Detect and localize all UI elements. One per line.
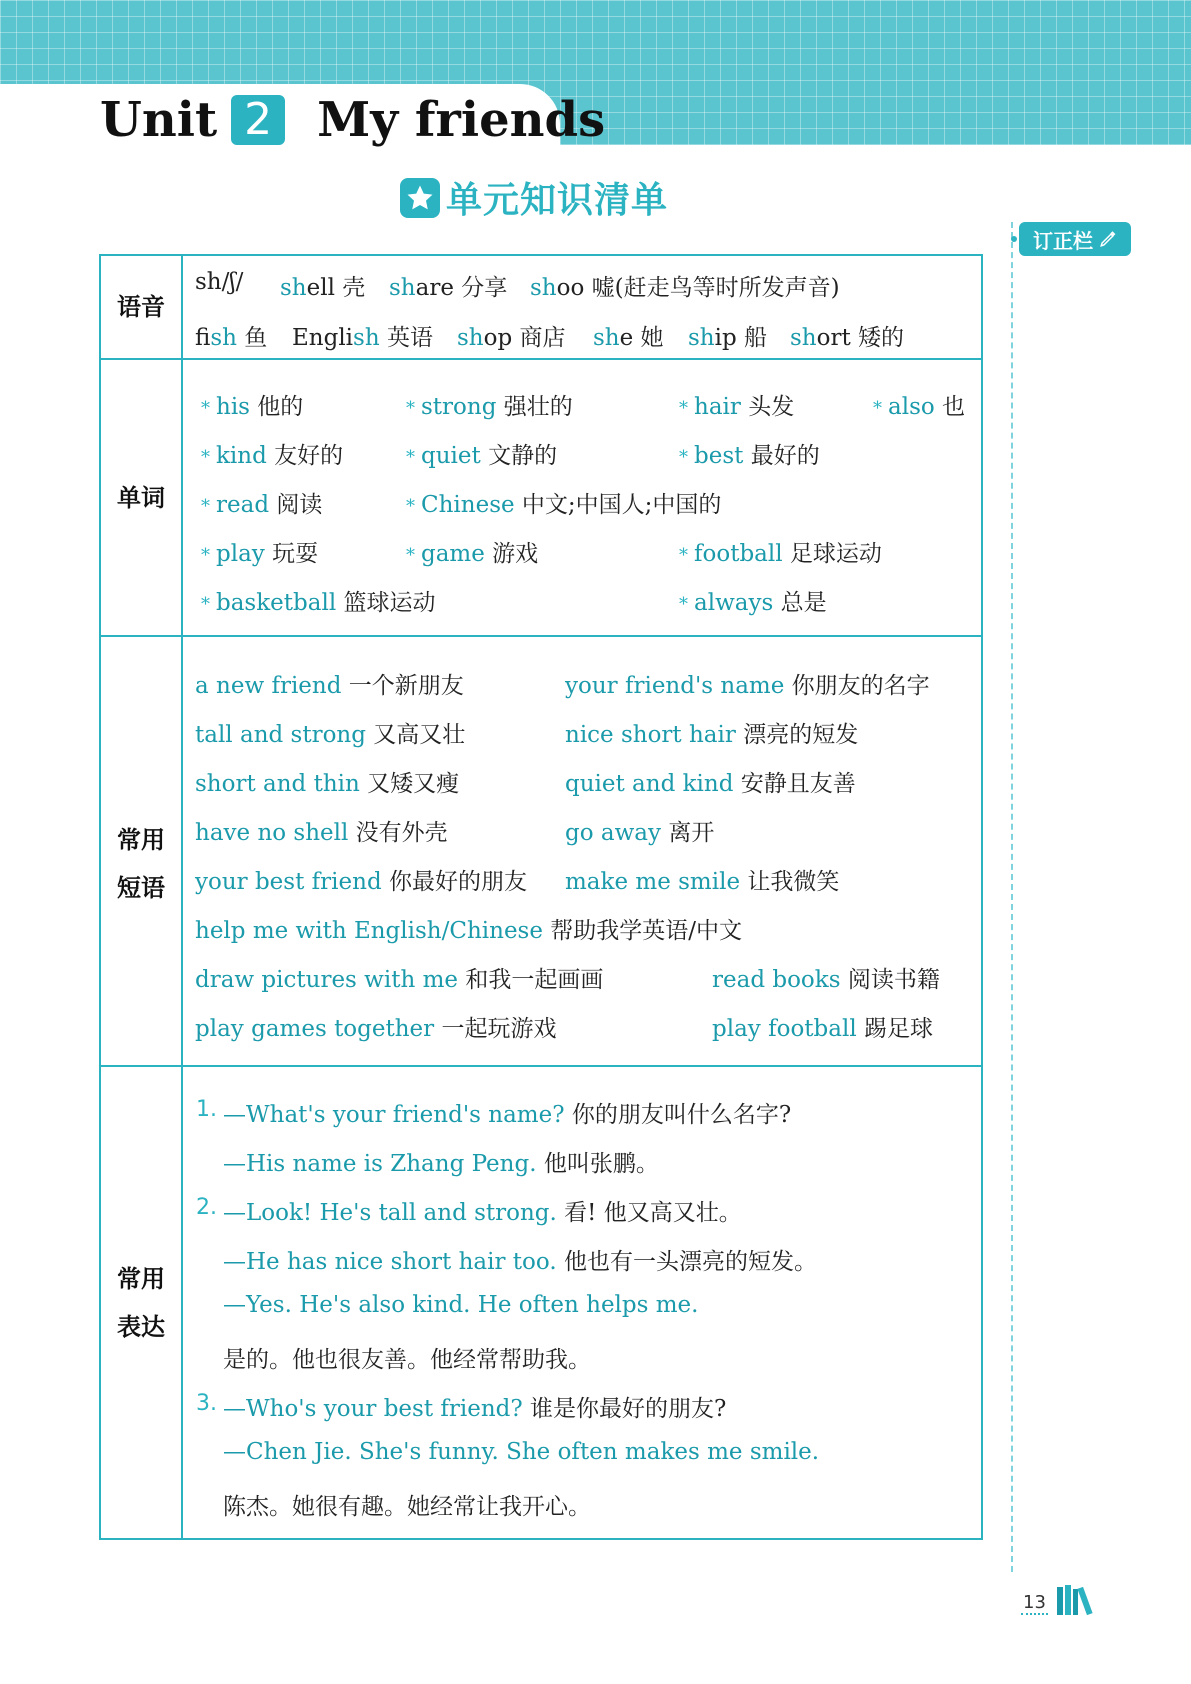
expression-line: 3. —Who's your best friend? 谁是你最好的朋友? bbox=[196, 1391, 727, 1422]
phrase-item: help me with English/Chinese 帮助我学英语/中文 bbox=[195, 918, 743, 944]
phrase-item: short and thin 又矮又瘦 bbox=[195, 771, 460, 797]
phrase-row bbox=[193, 804, 971, 853]
list-item: fish 鱼 bbox=[195, 325, 268, 351]
word-item: * quiet 文静的 bbox=[406, 443, 558, 469]
list-item: she 她 bbox=[593, 325, 664, 351]
pencil-icon bbox=[1099, 230, 1117, 248]
expression-line: —He has nice short hair too. 他也有一头漂亮的短发。 bbox=[223, 1249, 817, 1275]
phrase-item: your friend's name 你朋友的名字 bbox=[565, 673, 930, 699]
correction-bar bbox=[1019, 222, 1131, 256]
phrase-item: nice short hair 漂亮的短发 bbox=[565, 722, 859, 748]
word-item: * play 玩耍 bbox=[201, 541, 319, 567]
word-item: * his 他的 bbox=[201, 394, 304, 420]
phonics-label: 语音 bbox=[100, 255, 182, 359]
expression-line: 陈杰。她很有趣。她经常让我开心。 bbox=[223, 1494, 591, 1520]
bullet-dot bbox=[1011, 236, 1017, 242]
phrase-item: tall and strong 又高又壮 bbox=[195, 722, 466, 748]
correction-label: 订正栏 bbox=[1033, 228, 1093, 253]
phrase-item: read books 阅读书籍 bbox=[712, 967, 940, 993]
phrase-item: quiet and kind 安静且友善 bbox=[565, 771, 856, 797]
word-row bbox=[193, 427, 971, 476]
phrase-row bbox=[193, 951, 971, 1000]
phrase-row bbox=[193, 1000, 971, 1049]
word-row bbox=[193, 525, 971, 574]
word-row bbox=[193, 574, 971, 623]
unit-name: My friends bbox=[317, 92, 606, 148]
phrase-item: have no shell 没有外壳 bbox=[195, 820, 448, 846]
word-item: * Chinese 中文;中国人;中国的 bbox=[406, 492, 722, 518]
phrase-item: play football 踢足球 bbox=[712, 1016, 934, 1042]
page-number: 13 bbox=[1023, 1592, 1046, 1613]
phrase-item: a new friend 一个新朋友 bbox=[195, 673, 464, 699]
list-item: ship 船 bbox=[688, 325, 768, 351]
expressions-content bbox=[182, 1066, 982, 1539]
section-title: 单元知识清单 bbox=[446, 180, 669, 221]
expression-line: —Chen Jie. She's funny. She often makes me smile. bbox=[223, 1439, 820, 1465]
unit-word: Unit bbox=[100, 92, 218, 148]
expression-line: 2. —Look! He's tall and strong. 看! 他又高又壮。 bbox=[196, 1195, 742, 1226]
section-heading bbox=[400, 172, 668, 223]
phrase-item: draw pictures with me 和我一起画画 bbox=[195, 967, 604, 993]
words-content bbox=[182, 359, 982, 636]
word-row bbox=[193, 476, 971, 525]
phrases-row bbox=[100, 636, 982, 1066]
word-item: * game 游戏 bbox=[406, 541, 539, 567]
expression-line: —Yes. He's also kind. He often helps me. bbox=[223, 1292, 699, 1318]
list-item: shell 壳 bbox=[280, 275, 366, 301]
phrases-content bbox=[182, 636, 982, 1066]
expressions-label: 常用 表达 bbox=[100, 1066, 182, 1539]
unit-number-badge: 2 bbox=[231, 95, 285, 145]
expression-line: 是的。他也很友善。他经常帮助我。 bbox=[223, 1347, 591, 1373]
expression-line: —His name is Zhang Peng. 他叫张鹏。 bbox=[223, 1151, 659, 1177]
expressions-row bbox=[100, 1066, 982, 1539]
phrase-row bbox=[193, 755, 971, 804]
knowledge-table bbox=[99, 254, 983, 1540]
words-label: 单词 bbox=[100, 359, 182, 636]
list-item: English 英语 bbox=[292, 325, 433, 351]
list-item: short 矮的 bbox=[790, 325, 905, 351]
correction-divider bbox=[1011, 222, 1013, 1572]
word-item: * basketball 篮球运动 bbox=[201, 590, 436, 616]
phonics-row bbox=[100, 255, 982, 359]
star-icon bbox=[400, 178, 440, 218]
phonics-line-1 bbox=[193, 257, 971, 307]
expression-line: 1. —What's your friend's name? 你的朋友叫什么名字? bbox=[196, 1097, 792, 1128]
phonics-content bbox=[182, 255, 982, 359]
unit-title bbox=[100, 92, 605, 148]
word-row bbox=[193, 378, 971, 427]
phrase-item: make me smile 让我微笑 bbox=[565, 869, 840, 895]
word-item: * also 也 bbox=[873, 394, 966, 420]
word-item: * hair 头发 bbox=[679, 394, 795, 420]
list-item: shop 商店 bbox=[457, 325, 566, 351]
word-item: * kind 友好的 bbox=[201, 443, 344, 469]
phrase-row bbox=[193, 902, 971, 951]
word-item: * always 总是 bbox=[679, 590, 827, 616]
list-item: shoo 嘘(赶走鸟等时所发声音) bbox=[530, 275, 840, 301]
list-item: sh/ʃ/ bbox=[195, 269, 244, 295]
phrase-item: your best friend 你最好的朋友 bbox=[195, 869, 527, 895]
word-item: * strong 强壮的 bbox=[406, 394, 573, 420]
phrase-row bbox=[193, 853, 971, 902]
phonics-line-2 bbox=[193, 307, 971, 357]
word-item: * read 阅读 bbox=[201, 492, 323, 518]
words-row bbox=[100, 359, 982, 636]
list-item: share 分享 bbox=[389, 275, 508, 301]
phrase-row bbox=[193, 706, 971, 755]
phrase-item: play games together 一起玩游戏 bbox=[195, 1016, 557, 1042]
books-icon bbox=[1055, 1583, 1099, 1617]
phrases-label: 常用 短语 bbox=[100, 636, 182, 1066]
phrase-row bbox=[193, 657, 971, 706]
word-item: * football 足球运动 bbox=[679, 541, 882, 567]
phrase-item: go away 离开 bbox=[565, 820, 715, 846]
word-item: * best 最好的 bbox=[679, 443, 820, 469]
